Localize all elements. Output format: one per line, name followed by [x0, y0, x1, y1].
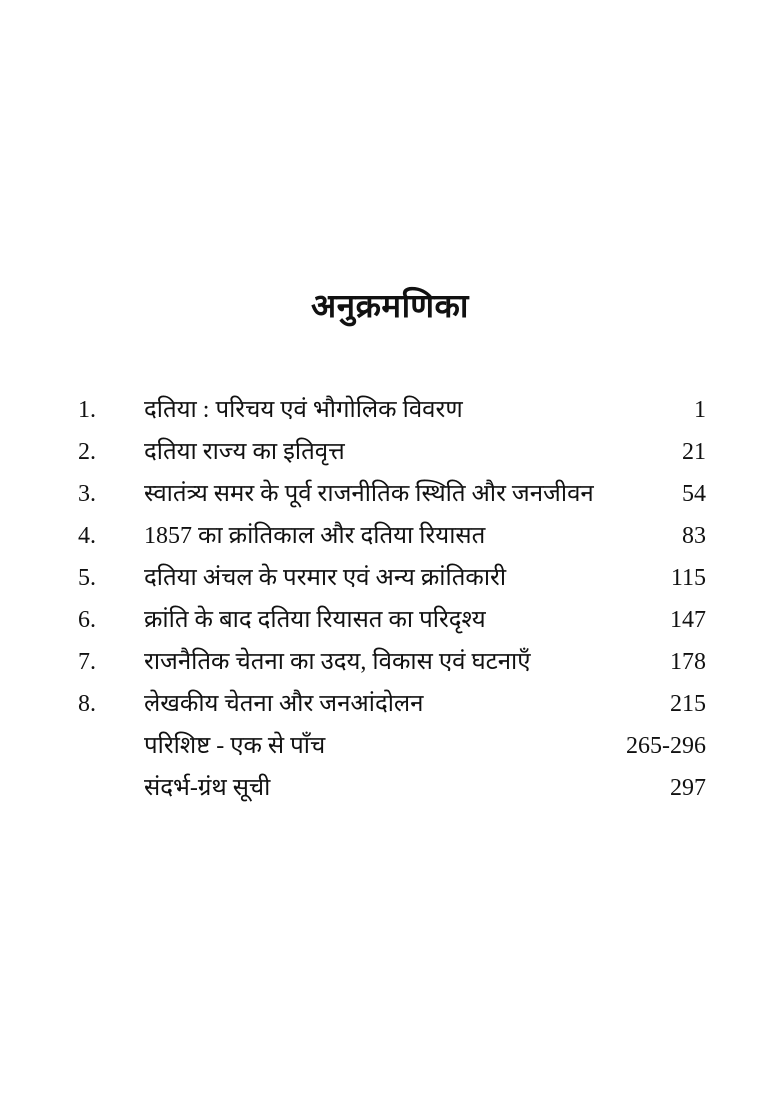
page-title: अनुक्रमणिका	[311, 289, 469, 325]
toc-chapter-title: राजनैतिक चेतना का उदय, विकास एवं घटनाएँ	[144, 649, 531, 675]
toc-page-number: 54	[682, 481, 706, 507]
toc-number: 6.	[78, 607, 96, 633]
toc-chapter-title: स्वातंत्र्य समर के पूर्व राजनीतिक स्थिति और जनजीवन	[144, 481, 594, 507]
toc-number: 2.	[78, 439, 96, 465]
toc-chapter-title: क्रांति के बाद दतिया रियासत का परिदृश्य	[144, 607, 486, 633]
toc-row	[78, 602, 706, 644]
toc-row	[78, 686, 706, 728]
toc-page-number: 21	[682, 439, 706, 465]
toc-number: 1.	[78, 397, 96, 423]
toc-chapter-title: लेखकीय चेतना और जनआंदोलन	[144, 691, 424, 717]
toc-page-number: 178	[670, 649, 706, 675]
toc-number: 4.	[78, 523, 96, 549]
toc-page-number: 265-296	[626, 733, 706, 759]
table-of-contents	[78, 392, 706, 812]
toc-number: 8.	[78, 691, 96, 717]
toc-row	[78, 518, 706, 560]
toc-number: 3.	[78, 481, 96, 507]
toc-row	[78, 392, 706, 434]
toc-number: 5.	[78, 565, 96, 591]
toc-chapter-title: संदर्भ-ग्रंथ सूची	[144, 775, 271, 801]
toc-chapter-title: दतिया अंचल के परमार एवं अन्य क्रांतिकारी	[144, 565, 507, 591]
toc-chapter-title: 1857 का क्रांतिकाल और दतिया रियासत	[144, 523, 486, 549]
toc-page-number: 83	[682, 523, 706, 549]
toc-number: 7.	[78, 649, 96, 675]
toc-chapter-title: परिशिष्ट - एक से पाँच	[144, 733, 326, 759]
toc-row	[78, 560, 706, 602]
toc-page-number: 297	[670, 775, 706, 801]
toc-page-number: 215	[670, 691, 706, 717]
toc-page-number: 115	[670, 565, 706, 591]
toc-row	[78, 644, 706, 686]
toc-row	[78, 728, 706, 770]
toc-chapter-title: दतिया राज्य का इतिवृत्त	[144, 439, 345, 465]
toc-row	[78, 434, 706, 476]
toc-row	[78, 476, 706, 518]
toc-chapter-title: दतिया : परिचय एवं भौगोलिक विवरण	[144, 397, 463, 423]
toc-page-number: 147	[670, 607, 706, 633]
toc-page-number: 1	[694, 397, 706, 423]
toc-row	[78, 770, 706, 812]
